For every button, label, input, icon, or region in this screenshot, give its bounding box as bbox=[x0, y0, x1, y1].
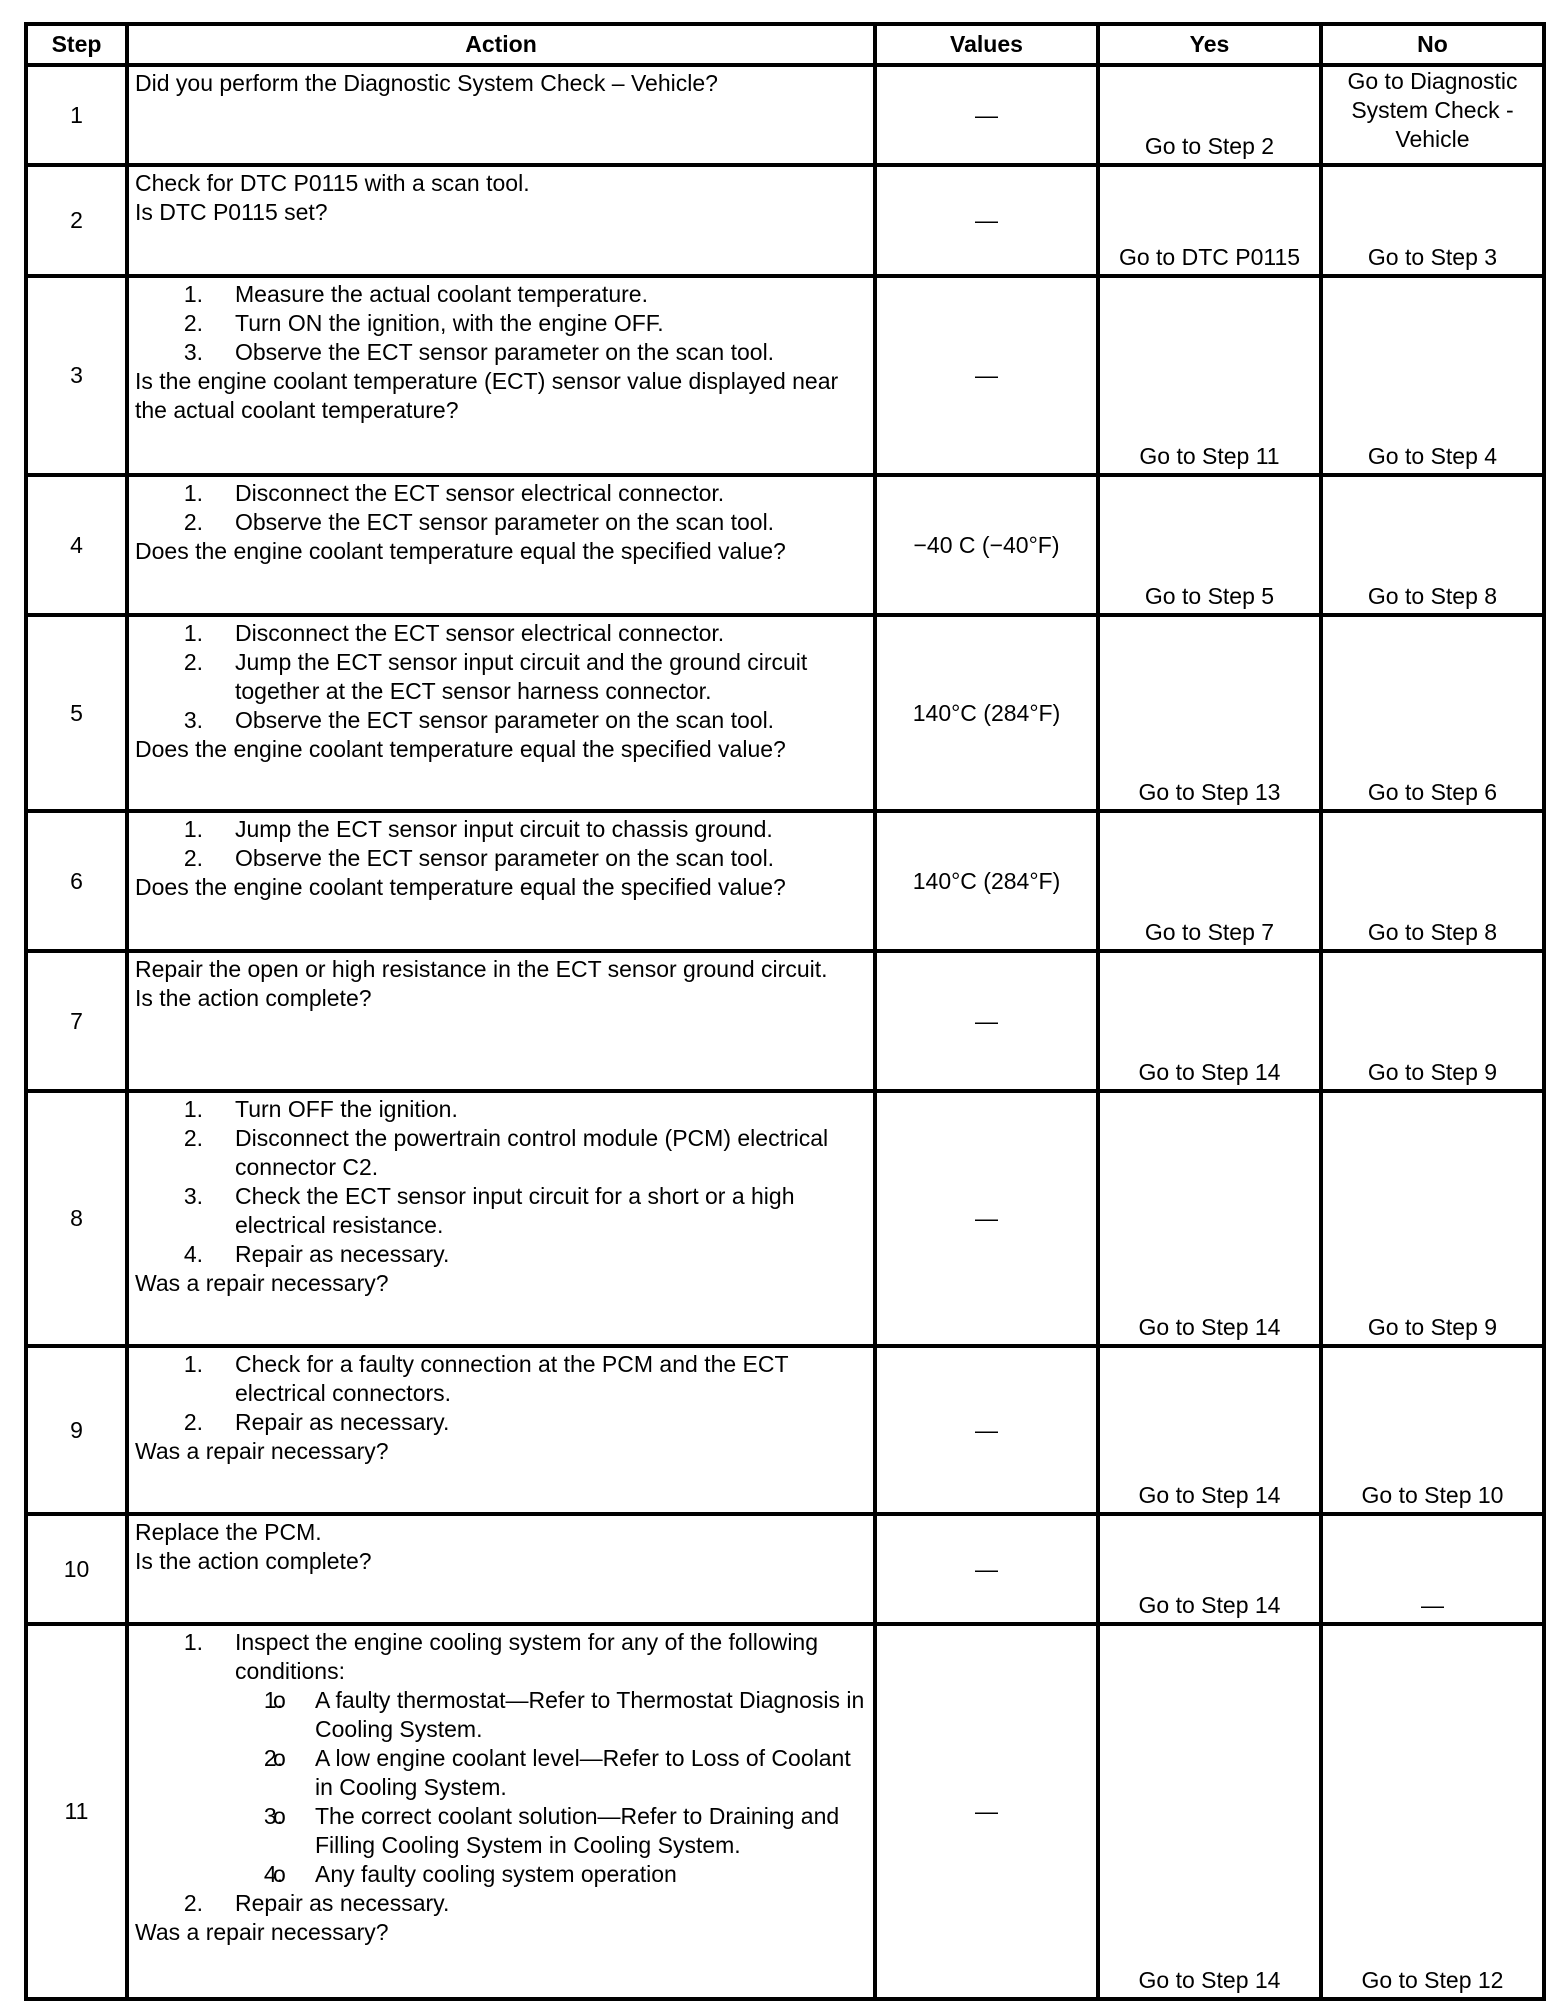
action-steps bbox=[135, 1095, 865, 1269]
table-row bbox=[26, 276, 1544, 475]
table-row bbox=[26, 1514, 1544, 1624]
value-cell: — bbox=[875, 1346, 1098, 1514]
action-step: 1. Jump the ECT sensor input circuit to chassis ground. bbox=[235, 815, 865, 844]
action-question: Is the engine coolant temperature (ECT) sensor value displayed near the actual coolant temperature? bbox=[135, 368, 839, 423]
action-step: 1. Measure the actual coolant temperature. bbox=[235, 280, 865, 309]
value-cell: — bbox=[875, 951, 1098, 1091]
no-cell: Go to Step 6 bbox=[1321, 615, 1544, 811]
yes-cell: Go to Step 14 bbox=[1098, 951, 1321, 1091]
table-row bbox=[26, 1091, 1544, 1346]
condition-item: o The correct coolant solution—Refer to Draining and Filling Cooling System in Cooling System. bbox=[315, 1802, 865, 1860]
table-row bbox=[26, 951, 1544, 1091]
table-row bbox=[26, 1346, 1544, 1514]
action-step: 3. Check the ECT sensor input circuit for a short or a high electrical resistance. bbox=[235, 1182, 865, 1240]
step-number: 1 bbox=[26, 65, 127, 165]
yes-cell: Go to Step 14 bbox=[1098, 1091, 1321, 1346]
action-step: 2. Turn ON the ignition, with the engine OFF. bbox=[235, 309, 865, 338]
step-number: 7 bbox=[26, 951, 127, 1091]
action-step: 1. Check for a faulty connection at the PCM and the ECT electrical connectors. bbox=[235, 1350, 865, 1408]
value-cell: — bbox=[875, 65, 1098, 165]
header-yes: Yes bbox=[1098, 24, 1321, 65]
yes-cell: Go to DTC P0115 bbox=[1098, 165, 1321, 276]
header-row bbox=[26, 24, 1544, 65]
action-cell bbox=[127, 1346, 875, 1514]
condition-list bbox=[235, 1686, 865, 1889]
action-step: 2. Observe the ECT sensor parameter on the scan tool. bbox=[235, 508, 865, 537]
action-step: 1. Disconnect the ECT sensor electrical connector. bbox=[235, 619, 865, 648]
step-number: 10 bbox=[26, 1514, 127, 1624]
yes-cell: Go to Step 13 bbox=[1098, 615, 1321, 811]
condition-item: o Any faulty cooling system operation bbox=[315, 1860, 865, 1889]
action-steps bbox=[135, 280, 865, 367]
value-cell: — bbox=[875, 1624, 1098, 1999]
no-cell: Go to Step 8 bbox=[1321, 811, 1544, 951]
table-row bbox=[26, 1624, 1544, 1999]
yes-cell: Go to Step 2 bbox=[1098, 65, 1321, 165]
action-step: 2. Repair as necessary. bbox=[235, 1408, 865, 1437]
table-row bbox=[26, 615, 1544, 811]
action-cell bbox=[127, 951, 875, 1091]
value-cell: — bbox=[875, 1091, 1098, 1346]
action-step bbox=[235, 1628, 865, 1889]
step-number: 8 bbox=[26, 1091, 127, 1346]
step-number: 6 bbox=[26, 811, 127, 951]
action-question: Was a repair necessary? bbox=[135, 1270, 389, 1296]
table-row bbox=[26, 65, 1544, 165]
action-step: 1. Disconnect the ECT sensor electrical connector. bbox=[235, 479, 865, 508]
action-question: Is DTC P0115 set? bbox=[135, 199, 328, 225]
action-cell bbox=[127, 65, 875, 165]
action-step: 2. Observe the ECT sensor parameter on the scan tool. bbox=[235, 844, 865, 873]
value-cell: — bbox=[875, 276, 1098, 475]
action-steps bbox=[135, 619, 865, 735]
action-step: 2. Jump the ECT sensor input circuit and the ground circuit together at the ECT sensor harness connector. bbox=[235, 648, 865, 706]
header-action: Action bbox=[127, 24, 875, 65]
yes-cell: Go to Step 14 bbox=[1098, 1346, 1321, 1514]
action-question: Is the action complete? bbox=[135, 1548, 372, 1574]
action-question: Is the action complete? bbox=[135, 985, 372, 1011]
action-question: Does the engine coolant temperature equal the specified value? bbox=[135, 874, 786, 900]
yes-cell: Go to Step 7 bbox=[1098, 811, 1321, 951]
no-cell: Go to Step 9 bbox=[1321, 1091, 1544, 1346]
yes-cell: Go to Step 5 bbox=[1098, 475, 1321, 615]
step-number: 9 bbox=[26, 1346, 127, 1514]
action-question: Does the engine coolant temperature equal the specified value? bbox=[135, 538, 786, 564]
action-text: Repair the open or high resistance in the ECT sensor ground circuit. bbox=[135, 956, 828, 982]
yes-cell: Go to Step 14 bbox=[1098, 1624, 1321, 1999]
action-step: 3. Observe the ECT sensor parameter on the scan tool. bbox=[235, 338, 865, 367]
no-cell: Go to Step 9 bbox=[1321, 951, 1544, 1091]
action-cell bbox=[127, 1624, 875, 1999]
step-number: 2 bbox=[26, 165, 127, 276]
action-steps bbox=[135, 815, 865, 873]
yes-cell: Go to Step 11 bbox=[1098, 276, 1321, 475]
action-text: Did you perform the Diagnostic System Check – Vehicle? bbox=[135, 70, 718, 96]
action-step: 4. Repair as necessary. bbox=[235, 1240, 865, 1269]
action-cell bbox=[127, 276, 875, 475]
value-cell: 140°C (284°F) bbox=[875, 615, 1098, 811]
action-step: 2. Repair as necessary. bbox=[235, 1889, 865, 1918]
action-text: Check for DTC P0115 with a scan tool. bbox=[135, 170, 530, 196]
no-cell: Go to Step 3 bbox=[1321, 165, 1544, 276]
action-cell bbox=[127, 1091, 875, 1346]
diagnostic-table bbox=[24, 22, 1546, 2001]
no-cell: Go to Step 12 bbox=[1321, 1624, 1544, 1999]
action-steps bbox=[135, 1350, 865, 1437]
action-question: Was a repair necessary? bbox=[135, 1919, 389, 1945]
step-number: 5 bbox=[26, 615, 127, 811]
action-cell bbox=[127, 475, 875, 615]
value-cell: — bbox=[875, 165, 1098, 276]
action-cell bbox=[127, 811, 875, 951]
action-step: 2. Disconnect the powertrain control module (PCM) electrical connector C2. bbox=[235, 1124, 865, 1182]
action-question: Was a repair necessary? bbox=[135, 1438, 389, 1464]
table-row bbox=[26, 165, 1544, 276]
no-cell: Go to Diagnostic System Check - Vehicle bbox=[1321, 65, 1544, 165]
step-number: 11 bbox=[26, 1624, 127, 1999]
table-row bbox=[26, 475, 1544, 615]
no-cell: — bbox=[1321, 1514, 1544, 1624]
action-step: 3. Observe the ECT sensor parameter on the scan tool. bbox=[235, 706, 865, 735]
action-steps bbox=[135, 479, 865, 537]
action-cell bbox=[127, 165, 875, 276]
condition-item: o A faulty thermostat—Refer to Thermostat Diagnosis in Cooling System. bbox=[315, 1686, 865, 1744]
action-question: Does the engine coolant temperature equal the specified value? bbox=[135, 736, 786, 762]
value-cell: — bbox=[875, 1514, 1098, 1624]
step-number: 4 bbox=[26, 475, 127, 615]
action-steps bbox=[135, 1628, 865, 1918]
value-cell: 140°C (284°F) bbox=[875, 811, 1098, 951]
action-step: 1. Turn OFF the ignition. bbox=[235, 1095, 865, 1124]
header-values: Values bbox=[875, 24, 1098, 65]
step-number: 3 bbox=[26, 276, 127, 475]
header-no: No bbox=[1321, 24, 1544, 65]
action-cell bbox=[127, 1514, 875, 1624]
action-text: Replace the PCM. bbox=[135, 1519, 322, 1545]
no-cell: Go to Step 4 bbox=[1321, 276, 1544, 475]
table-row bbox=[26, 811, 1544, 951]
header-step: Step bbox=[26, 24, 127, 65]
condition-item: o A low engine coolant level—Refer to Loss of Coolant in Cooling System. bbox=[315, 1744, 865, 1802]
action-cell bbox=[127, 615, 875, 811]
action-step-text: Inspect the engine cooling system for any of the following conditions: bbox=[235, 1629, 819, 1684]
no-cell: Go to Step 10 bbox=[1321, 1346, 1544, 1514]
yes-cell: Go to Step 14 bbox=[1098, 1514, 1321, 1624]
value-cell: −40 C (−40°F) bbox=[875, 475, 1098, 615]
no-cell: Go to Step 8 bbox=[1321, 475, 1544, 615]
